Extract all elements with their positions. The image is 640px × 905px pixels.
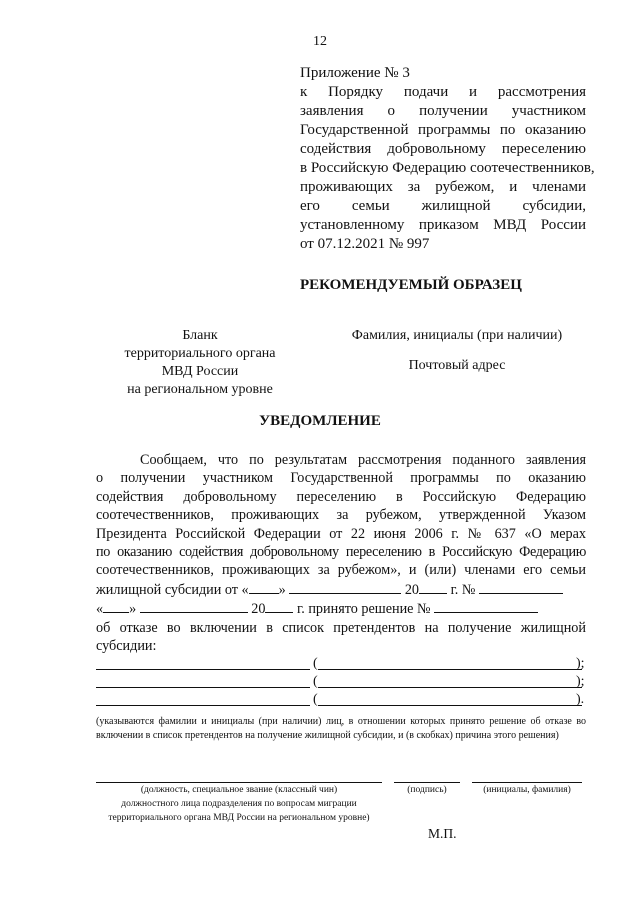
name-blank [96,669,310,670]
body-line: соотечественников, проживающих за рубежом», и (или) членами его семьи [96,562,586,579]
body-line: содействия добровольному переселению в Российскую Федерацию [96,488,586,505]
letterhead-line: МВД России [161,364,239,379]
reason-blank [318,705,582,706]
body-line: Президента Российской Федерации от 22 июня 2006 г. № 637 «О мерах [96,525,586,542]
notice-title: УВЕДОМЛЕНИЕ [259,413,381,429]
body-text: г. № [450,581,476,598]
day-blank [103,599,129,613]
paren: ); [576,656,585,671]
reason-blank [318,687,582,688]
body-text: « [96,601,104,618]
recipient-block [330,327,584,375]
name-field [472,782,582,797]
notice-body [96,451,586,655]
paren: ( [313,656,318,671]
sample-heading: РЕКОМЕНДУЕМЫЙ ОБРАЗЕЦ [300,277,522,293]
appendix-line: в Российскую Федерацию соотечественников, [300,160,595,176]
signature-field [394,782,460,797]
body-line: Сообщаем, что по результатам рассмотрения поданного заявления [140,452,586,468]
appendix-line: к Порядку подачи и рассмотрения [300,84,586,100]
paren: ); [576,674,585,689]
position-label: должностного лица подразделения по вопросам миграции [121,799,357,809]
appendix-line: заявления о получении участником [300,103,586,119]
body-line-decision [96,599,586,618]
recipient-address-field: Почтовый адрес [408,358,506,373]
month-blank [289,580,401,594]
position-label: территориального органа МВД России на региональном уровне) [108,813,370,823]
body-line: о получении участником Государственной программы по оказанию [96,470,586,487]
list-entry [96,655,590,672]
body-line: об отказе во включении в список претендентов на получение жилищной [96,619,586,636]
year-blank [265,599,293,613]
letterhead-line: Бланк [182,328,218,343]
letterhead-line: на региональном уровне [127,382,273,397]
body-text: жилищной субсидии от « [96,581,249,598]
decision-number-blank [434,599,538,613]
letterhead-line: территориального органа [124,346,276,361]
appendix-line: содействия добровольному переселению [300,141,586,157]
reason-blank [318,669,582,670]
position-signature-field [96,782,382,825]
list-entry [96,691,590,708]
body-text: 20 [251,601,266,618]
year-blank [419,580,447,594]
name-blank [96,705,310,706]
body-line: по оказанию содействия добровольному переселению в Российскую Федерацию [96,544,586,561]
body-text: » [129,601,137,618]
appendix-line: установленному приказом МВД России [300,217,586,233]
month-blank [140,599,248,613]
body-text: г. принято решение № [297,601,431,618]
number-blank [479,580,563,594]
signature-label: (подпись) [407,785,447,795]
appendix-line: от 07.12.2021 № 997 [300,236,430,252]
stamp-place: М.П. [428,826,457,841]
page-number: 12 [313,34,327,49]
appendix-line: Государственной программы по оказанию [300,122,586,138]
appendix-line: проживающих за рубежом, и членами [300,179,586,195]
letterhead-block [100,327,300,399]
explanatory-note: (указываются фамилии и инициалы (при наличии) лиц, в отношении которых принято решение об отказе во включении в список претендентов на получение жилищной субсидии, и (в скобках) причина этого решения) [96,716,586,741]
paren: ( [313,692,318,707]
list-entry [96,673,590,690]
day-blank [249,580,279,594]
body-text: 20 [404,581,420,598]
position-label: (должность, специальное звание (классный чин) [140,785,338,795]
body-text: » [278,581,286,598]
recipient-name-field: Фамилия, инициалы (при наличии) [351,328,563,343]
body-line: субсидии: [96,638,157,655]
paren: ). [576,692,585,707]
appendix-header [300,64,595,254]
body-line: соотечественников, проживающих за рубежом, утвержденной Указом [96,507,586,524]
name-blank [96,687,310,688]
appendix-line: Приложение № 3 [300,65,410,81]
body-line-date [96,580,586,599]
name-label: (инициалы, фамилия) [483,785,571,795]
appendix-line: его семьи жилищной субсидии, [300,198,586,214]
paren: ( [313,674,318,689]
